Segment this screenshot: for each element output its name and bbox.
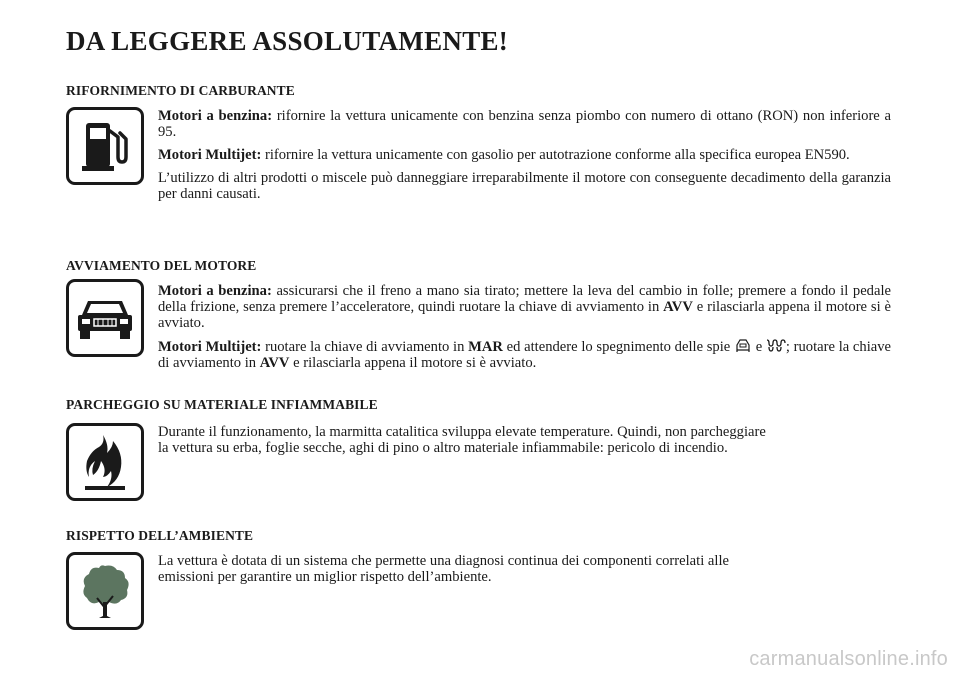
section-body-parking bbox=[158, 424, 891, 463]
fuel-label-petrol: Motori a benzina: bbox=[158, 108, 273, 124]
car-front-icon bbox=[76, 295, 134, 341]
watermark: carmanualsonline.info bbox=[749, 648, 948, 670]
engine-label-multijet: Motori Multijet: bbox=[158, 339, 262, 355]
environment-paragraph bbox=[158, 553, 891, 585]
section-body-environment bbox=[158, 553, 891, 592]
car-icon-box bbox=[66, 279, 144, 357]
engine-key-avv: AVV bbox=[663, 299, 693, 315]
fuel-icon-box bbox=[66, 107, 144, 185]
fuel-text-petrol: rifornire la vettura unicamente con benzina senza piombo con numero di ottano (RON) non inferiore a 95. bbox=[158, 108, 892, 140]
environment-line-1: La vettura è dotata di un sistema che permette una diagnosi continua dei componenti correlati alle bbox=[158, 553, 729, 569]
page-title: DA LEGGERE ASSOLUTAMENTE! bbox=[66, 26, 509, 56]
engine-key-mar: MAR bbox=[468, 339, 503, 355]
environment-line-2: emissioni per garantire un miglior rispetto dell’ambiente. bbox=[158, 569, 492, 585]
section-heading-environment: RISPETTO DELL’AMBIENTE bbox=[66, 528, 254, 543]
fuel-paragraph-warning bbox=[158, 170, 891, 202]
parking-line-2: la vettura su erba, foglie secche, aghi di pino o altro materiale infiammabile: pericolo di incendio. bbox=[158, 440, 728, 456]
parking-line-1: Durante il funzionamento, la marmitta catalitica sviluppa elevate temperature. Quindi, non parcheggiare bbox=[158, 424, 766, 440]
engine-text-multijet-d: ; ruotare la chiave di avviamento in bbox=[158, 339, 892, 371]
engine-text-multijet-b: ed attendere lo spegnimento delle spie bbox=[502, 339, 734, 355]
engine-text-petrol-b: e rilasciarla appena il motore si è avviato. bbox=[158, 299, 891, 331]
flame-icon bbox=[83, 433, 127, 491]
fuel-label-multijet: Motori Multijet: bbox=[158, 147, 262, 163]
fuel-pump-icon bbox=[80, 119, 130, 173]
engine-warning-icon bbox=[734, 338, 752, 353]
engine-label-petrol: Motori a benzina: bbox=[158, 283, 272, 299]
section-heading-engine: AVVIAMENTO DEL MOTORE bbox=[66, 258, 257, 273]
engine-key-avv-2: AVV bbox=[259, 355, 290, 371]
glow-plug-icon bbox=[766, 338, 786, 353]
tree-icon bbox=[79, 562, 131, 620]
flame-icon-box bbox=[66, 423, 144, 501]
fuel-paragraph-petrol bbox=[158, 108, 891, 140]
engine-text-multijet-c: e bbox=[751, 339, 766, 355]
section-body-engine bbox=[158, 283, 891, 378]
section-heading-parking: PARCHEGGIO SU MATERIALE INFIAMMABILE bbox=[66, 397, 378, 412]
section-body-fuel bbox=[158, 108, 891, 209]
tree-icon-box bbox=[66, 552, 144, 630]
engine-text-petrol-a: assicurarsi che il freno a mano sia tirato; mettere la leva del cambio in folle; premere a fondo il pedale della frizione, senza premere l’acceleratore, quindi ruotare la chiave di avviamento in bbox=[158, 283, 891, 315]
fuel-text-warning: L’utilizzo di altri prodotti o miscele può danneggiare irreparabilmente il motore con conseguente decadimento della garanzia per danni causati. bbox=[158, 170, 891, 202]
engine-paragraph-multijet bbox=[158, 338, 891, 371]
section-heading-fuel: RIFORNIMENTO DI CARBURANTE bbox=[66, 83, 295, 98]
parking-paragraph bbox=[158, 424, 891, 456]
engine-paragraph-petrol bbox=[158, 283, 891, 331]
fuel-text-multijet: rifornire la vettura unicamente con gasolio per autotrazione conforme alla specifica europea EN590. bbox=[261, 147, 850, 163]
fuel-paragraph-multijet bbox=[158, 147, 891, 163]
engine-text-multijet-e: e rilasciarla appena il motore si è avviato. bbox=[289, 355, 537, 371]
engine-text-multijet-a: ruotare la chiave di avviamento in bbox=[261, 339, 469, 355]
